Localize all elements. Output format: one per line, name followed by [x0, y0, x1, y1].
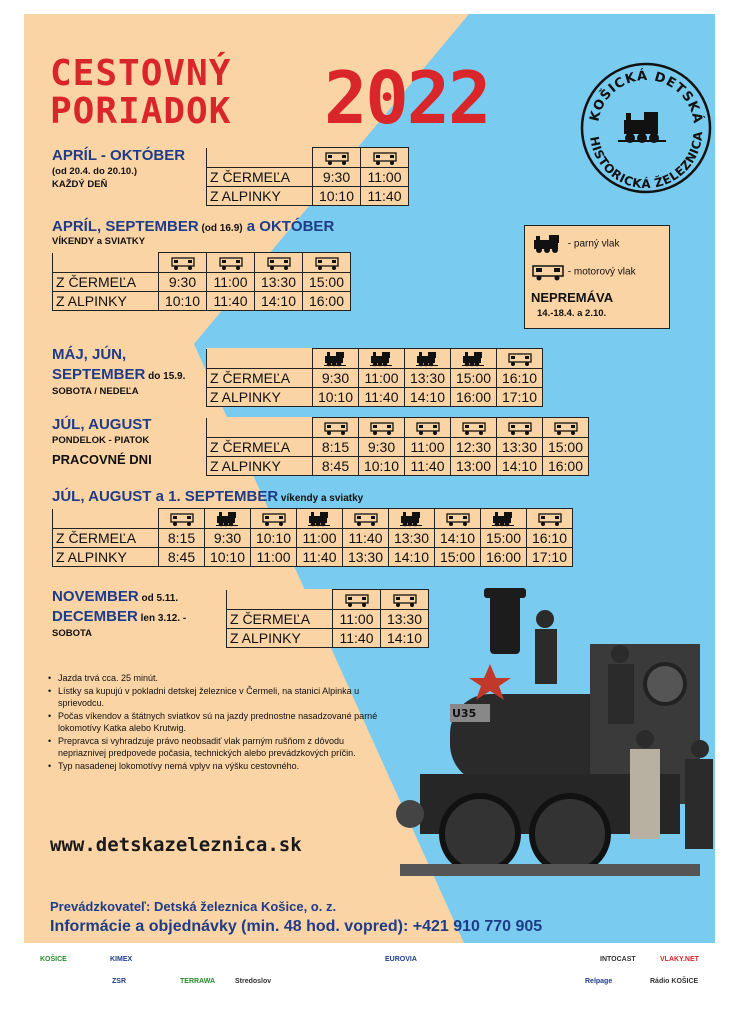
sponsor-logos [30, 950, 720, 1010]
steam-locomotive-icon [399, 511, 425, 527]
to-label: Z ALPINKY [227, 629, 333, 648]
note-item: • Lístky sa kupujú v pokladni detskej železnice v Čermeli, na stanici Alpinka u sprievodcu. [48, 685, 378, 710]
train-type-cell [451, 418, 497, 438]
departure-time: 13:30 [343, 548, 389, 567]
motor-locomotive-icon [169, 511, 195, 527]
departure-time: 10:10 [205, 548, 251, 567]
from-label: Z ČERMEĽA [227, 610, 333, 629]
train-type-cell [297, 509, 343, 529]
departure-time: 13:00 [451, 457, 497, 476]
departure-time: 17:10 [497, 388, 543, 407]
departure-time: 16:00 [543, 457, 589, 476]
note-item: • Jazda trvá cca. 25 minút. [48, 672, 378, 685]
departure-time: 14:10 [497, 457, 543, 476]
steam-locomotive-icon [215, 511, 241, 527]
steam-locomotive-icon [323, 351, 349, 367]
departure-time: 11:40 [405, 457, 451, 476]
departure-time: 13:30 [381, 610, 429, 629]
departure-time: 13:30 [389, 529, 435, 548]
timetable-4 [206, 417, 589, 476]
s5-heading: JÚL, AUGUST a 1. SEPTEMBER víkendy a sviatky [52, 488, 364, 505]
train-type-cell [359, 418, 405, 438]
s4-heading: JÚL, AUGUST [52, 416, 152, 433]
departure-time: 16:10 [527, 529, 573, 548]
train-type-cell [255, 253, 303, 273]
legend-closed-dates: 14.-18.4. a 2.10. [537, 308, 607, 319]
train-type-cell [207, 253, 255, 273]
from-label: Z ČERMEĽA [207, 168, 313, 187]
departure-time: 11:40 [361, 187, 409, 206]
motor-locomotive-icon [261, 511, 287, 527]
steam-locomotive-icon [369, 351, 395, 367]
departure-time: 14:10 [255, 292, 303, 311]
train-type-cell [303, 253, 351, 273]
note-item: • Typ nasadenej lokomotívy nemá vplyv na výšku cestovného. [48, 760, 378, 773]
departure-time: 10:10 [359, 457, 405, 476]
s6-heading1: NOVEMBER od 5.11. [52, 588, 179, 605]
train-type-cell [205, 509, 251, 529]
s1-note2: KAŽDÝ DEŇ [52, 179, 108, 190]
steam-locomotive-icon [491, 511, 517, 527]
s3-heading2: SEPTEMBER do 15.9. [52, 366, 186, 383]
sponsor-logo: ZSR [112, 978, 126, 985]
legend-closed: NEPREMÁVA [531, 290, 614, 305]
svg-text:HISTORICKÁ ŽELEZNICA: HISTORICKÁ ŽELEZNICA [587, 130, 706, 192]
departure-time: 8:15 [159, 529, 205, 548]
train-type-cell [361, 148, 409, 168]
departure-time: 9:30 [159, 273, 207, 292]
motor-locomotive-icon [323, 420, 349, 436]
departure-time: 15:00 [543, 438, 589, 457]
to-label: Z ALPINKY [207, 457, 313, 476]
departure-time: 9:30 [313, 168, 361, 187]
railway-seal-logo [576, 58, 715, 198]
sponsor-logo: Rádio KOŠICE [650, 978, 699, 985]
departure-time: 9:30 [359, 438, 405, 457]
s1-heading: APRÍL - OKTÓBER [52, 147, 186, 164]
website-link[interactable]: www.detskazeleznica.sk [50, 834, 302, 856]
train-type-cell [543, 418, 589, 438]
from-label: Z ČERMEĽA [53, 273, 159, 292]
note-item: • Prepravca si vyhradzuje právo neobsadiť vlak parným rušňom z dôvodu nepriaznivej predpovede počasia, technických alebo prevádzkových príčin. [48, 735, 378, 760]
departure-time: 11:40 [343, 529, 389, 548]
departure-time: 15:00 [303, 273, 351, 292]
motor-locomotive-icon [344, 592, 370, 608]
departure-time: 8:45 [313, 457, 359, 476]
departure-time: 11:00 [251, 548, 297, 567]
legend-steam: - parný vlak [531, 234, 619, 254]
departure-time: 15:00 [481, 529, 527, 548]
motor-locomotive-icon [372, 150, 398, 166]
train-type-cell [497, 349, 543, 369]
sponsor-logo: KIMEX [110, 956, 133, 963]
train-type-cell [497, 418, 543, 438]
departure-time: 11:00 [207, 273, 255, 292]
s3-note: SOBOTA / NEDEĽA [52, 386, 139, 397]
sponsor-logo: Stredoslov [235, 978, 272, 985]
motor-locomotive-icon [353, 511, 379, 527]
title-line1: CESTOVNÝ [50, 53, 232, 94]
departure-time: 14:10 [405, 388, 451, 407]
sponsor-logo: VLAKY.NET [660, 956, 699, 963]
departure-time: 16:00 [451, 388, 497, 407]
year: 2022 [324, 56, 490, 140]
from-label: Z ČERMEĽA [207, 369, 313, 388]
motor-locomotive-icon [537, 511, 563, 527]
train-type-cell [313, 148, 361, 168]
s2-note: VÍKENDY a SVIATKY [52, 236, 146, 247]
sponsor-logo: EUROVIA [385, 956, 417, 963]
train-type-cell [435, 509, 481, 529]
train-type-cell [359, 349, 405, 369]
steam-locomotive-icon [415, 351, 441, 367]
train-type-cell [405, 349, 451, 369]
train-type-cell [405, 418, 451, 438]
departure-time: 14:10 [381, 629, 429, 648]
departure-time: 8:15 [313, 438, 359, 457]
motor-locomotive-icon [324, 150, 350, 166]
s3-heading1: MÁJ, JÚN, [52, 346, 127, 363]
legend-motor: - motorový vlak [531, 262, 636, 282]
loco-plate: U35 [452, 707, 477, 720]
s4-note: PONDELOK - PIATOK [52, 435, 150, 446]
operator-text: Prevádzkovateľ: Detská železnica Košice, o. z. [50, 899, 337, 914]
motor-locomotive-icon [314, 255, 340, 271]
svg-text:KOŠICKÁ DETSKÁ: KOŠICKÁ DETSKÁ [587, 68, 705, 126]
departure-time: 10:10 [159, 292, 207, 311]
timetable-5 [52, 508, 573, 567]
departure-time: 9:30 [313, 369, 359, 388]
train-type-cell [451, 349, 497, 369]
train-type-cell [251, 509, 297, 529]
departure-time: 8:45 [159, 548, 205, 567]
departure-time: 13:30 [255, 273, 303, 292]
departure-time: 11:00 [405, 438, 451, 457]
departure-time: 15:00 [435, 548, 481, 567]
note-item: • Počas víkendov a štátnych sviatkov sú na jazdy prednostne nasadzované parné lokomotívy Katka alebo Krutwig. [48, 710, 378, 735]
train-type-cell [159, 509, 205, 529]
departure-time: 15:00 [451, 369, 497, 388]
departure-time: 10:10 [313, 388, 359, 407]
sponsor-logo: INTOCAST [600, 956, 636, 963]
s2-heading: APRÍL, SEPTEMBER (od 16.9) a OKTÓBER [52, 218, 335, 235]
departure-time: 11:40 [333, 629, 381, 648]
departure-time: 16:10 [497, 369, 543, 388]
to-label: Z ALPINKY [207, 388, 313, 407]
to-label: Z ALPINKY [53, 548, 159, 567]
train-type-cell [313, 349, 359, 369]
steam-locomotive-icon [307, 511, 333, 527]
train-type-cell [159, 253, 207, 273]
s6-note: SOBOTA [52, 628, 92, 639]
departure-time: 16:00 [481, 548, 527, 567]
steam-locomotive-icon [461, 351, 487, 367]
departure-time: 11:00 [297, 529, 343, 548]
motor-locomotive-icon [170, 255, 196, 271]
departure-time: 13:30 [405, 369, 451, 388]
s1-note1: (od 20.4. do 20.10.) [52, 166, 137, 177]
departure-time: 16:00 [303, 292, 351, 311]
motor-locomotive-icon [218, 255, 244, 271]
timetable-1 [206, 147, 409, 206]
train-type-cell [343, 509, 389, 529]
departure-time: 10:10 [251, 529, 297, 548]
train-type-cell [313, 418, 359, 438]
train-type-cell [481, 509, 527, 529]
s6-heading2: DECEMBER len 3.12. - [52, 608, 187, 625]
departure-time: 9:30 [205, 529, 251, 548]
sponsor-logo: Relpage [585, 978, 613, 985]
departure-time: 11:00 [333, 610, 381, 629]
departure-time: 11:00 [359, 369, 405, 388]
motor-locomotive-icon [266, 255, 292, 271]
departure-time: 13:30 [497, 438, 543, 457]
departure-time: 14:10 [435, 529, 481, 548]
title-line2: PORIADOK [50, 91, 232, 132]
motor-locomotive-icon [461, 420, 487, 436]
departure-time: 11:40 [297, 548, 343, 567]
departure-time: 12:30 [451, 438, 497, 457]
from-label: Z ČERMEĽA [53, 529, 159, 548]
departure-time: 11:40 [207, 292, 255, 311]
train-type-cell [389, 509, 435, 529]
to-label: Z ALPINKY [53, 292, 159, 311]
s4-note2: PRACOVNÉ DNI [52, 452, 152, 467]
departure-time: 11:00 [361, 168, 409, 187]
from-label: Z ČERMEĽA [207, 438, 313, 457]
motor-locomotive-icon [507, 351, 533, 367]
motor-locomotive-icon [507, 420, 533, 436]
train-type-cell [527, 509, 573, 529]
motor-locomotive-icon [531, 262, 565, 282]
notes-list [48, 672, 378, 772]
to-label: Z ALPINKY [207, 187, 313, 206]
steam-locomotive-icon [531, 234, 565, 254]
poster [24, 14, 715, 943]
departure-time: 11:40 [359, 388, 405, 407]
departure-time: 10:10 [313, 187, 361, 206]
timetable-2 [52, 252, 351, 311]
departure-time: 14:10 [389, 548, 435, 567]
sponsor-logo: TERRAWA [180, 978, 215, 985]
motor-locomotive-icon [445, 511, 471, 527]
steam-locomotive-photo [380, 574, 715, 904]
train-type-cell [333, 590, 381, 610]
legend-box [524, 225, 670, 329]
timetable-3 [206, 348, 543, 407]
info-text: Informácie a objednávky (min. 48 hod. vopred): +421 910 770 905 [50, 918, 543, 935]
motor-locomotive-icon [369, 420, 395, 436]
sponsor-logo: KOŠICE [40, 956, 67, 963]
motor-locomotive-icon [553, 420, 579, 436]
departure-time: 17:10 [527, 548, 573, 567]
motor-locomotive-icon [415, 420, 441, 436]
